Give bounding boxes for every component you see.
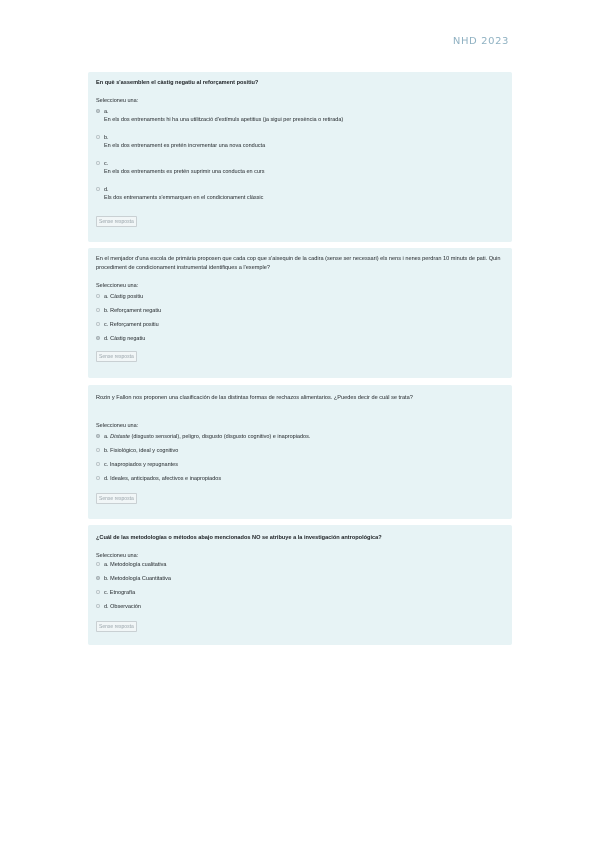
option-d[interactable]	[96, 335, 504, 343]
radio-button[interactable]	[96, 604, 100, 608]
option-b[interactable]	[96, 307, 504, 315]
radio-button[interactable]	[96, 448, 100, 452]
option-label: d. Càstig negatiu	[104, 336, 146, 342]
option-d[interactable]	[96, 603, 504, 611]
question-card-3	[88, 385, 512, 519]
radio-button[interactable]	[96, 562, 100, 566]
radio-button[interactable]	[96, 336, 100, 340]
option-c[interactable]	[96, 461, 504, 469]
option-b[interactable]	[96, 134, 504, 150]
option-letter: b.	[104, 135, 109, 141]
radio-button[interactable]	[96, 187, 100, 191]
answer-prompt: Seleccioneu una:	[96, 423, 139, 429]
radio-button[interactable]	[96, 462, 100, 466]
answer-prompt: Seleccioneu una:	[96, 283, 139, 289]
option-c[interactable]	[96, 321, 504, 329]
option-label: d. Observación	[104, 604, 141, 610]
option-label: c. Etnografía	[104, 590, 136, 596]
radio-button[interactable]	[96, 576, 100, 580]
radio-button[interactable]	[96, 109, 100, 113]
option-label: Els dos entrenaments s'emmarquen en el condicionament clàssic	[104, 195, 264, 201]
option-label: a. Metodología cualitativa	[104, 562, 167, 568]
option-letter: c.	[104, 161, 109, 167]
option-label: b. Reforçament negatiu	[104, 308, 162, 314]
question-text: Rozin y Fallon nos proponen una clasificación de las distintas formas de rechazos alimentarios. ¿Puedes decir de cuál se trata?	[96, 395, 413, 401]
option-a[interactable]	[96, 433, 504, 441]
clear-answer-button[interactable]: Sense resposta	[96, 621, 137, 632]
radio-button[interactable]	[96, 434, 100, 438]
option-b[interactable]	[96, 575, 504, 583]
option-c[interactable]	[96, 160, 504, 176]
option-label: b. Fisiológico, ideal y cognitivo	[104, 448, 179, 454]
clear-answer-button[interactable]: Sense resposta	[96, 493, 137, 504]
option-label: c. Inapropiados y repugnantes	[104, 462, 178, 468]
option-label: d. Ideales, anticipados, afectivos e inapropiados	[104, 476, 222, 482]
option-label: b. Metodología Cuantitativa	[104, 576, 171, 582]
question-card-1	[88, 72, 512, 242]
radio-button[interactable]	[96, 161, 100, 165]
option-label: En els dos entrenament es pretén incrementar una nova conducta	[104, 143, 266, 149]
option-a[interactable]	[96, 108, 504, 124]
radio-button[interactable]	[96, 135, 100, 139]
option-label: (disgusto sensorial), peligro, disgusto (disgusto cognitivo) e inapropiados.	[130, 434, 311, 440]
option-label: En els dos entrenaments hi ha una utilització d'estímuls apetitius (ja sigui per presència o retirada)	[104, 117, 344, 123]
question-text: ¿Cuál de las metodologías o métodos abajo mencionados NO se atribuye a la investigación antropológica?	[96, 535, 382, 541]
option-d[interactable]	[96, 475, 504, 483]
option-c[interactable]	[96, 589, 504, 597]
radio-button[interactable]	[96, 294, 100, 298]
option-label: a. Càstig positiu	[104, 294, 144, 300]
radio-button[interactable]	[96, 590, 100, 594]
question-card-4	[88, 525, 512, 645]
answer-prompt: Seleccioneu una:	[96, 98, 139, 104]
question-text: En què s'assemblen el càstig negatiu al reforçament positiu?	[96, 80, 259, 86]
option-label: En els dos entrenaments es pretén suprimir una conducta en curs	[104, 169, 265, 175]
radio-button[interactable]	[96, 476, 100, 480]
option-a[interactable]	[96, 561, 504, 569]
answer-prompt: Seleccioneu una:	[96, 553, 139, 559]
option-letter: d.	[104, 187, 109, 193]
radio-button[interactable]	[96, 322, 100, 326]
question-text: En el menjador d'una escola de primària proposen que cada cop que s'aixequin de la cadira (sense ser necessari) els nens i nenes perdran 10 minuts de pati. Quin procediment de condicionament instrumental identifiques a l'exemple?	[96, 256, 501, 271]
option-emphasis: Distaste	[110, 434, 130, 440]
option-b[interactable]	[96, 447, 504, 455]
question-card-2	[88, 248, 512, 378]
option-label: c. Reforçament positiu	[104, 322, 159, 328]
clear-answer-button[interactable]: Sense resposta	[96, 216, 137, 227]
option-letter: a.	[104, 434, 111, 440]
clear-answer-button[interactable]: Sense resposta	[96, 351, 137, 362]
option-letter: a.	[104, 109, 109, 115]
document-header-mark: NHD 2023	[452, 36, 509, 47]
radio-button[interactable]	[96, 308, 100, 312]
option-a[interactable]	[96, 293, 504, 301]
option-d[interactable]	[96, 186, 504, 202]
